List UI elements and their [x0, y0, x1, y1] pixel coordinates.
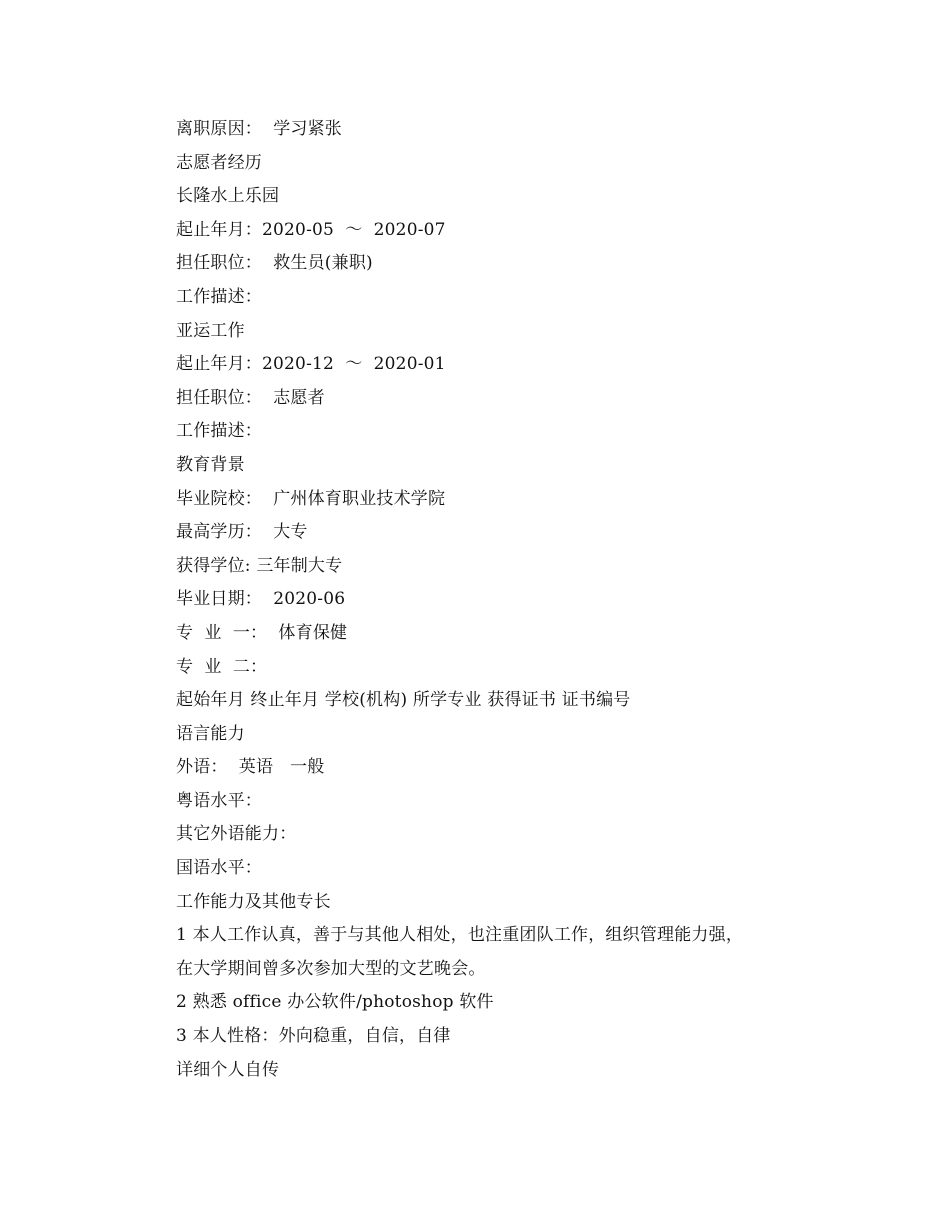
section-heading-education: 教育背景	[176, 454, 245, 475]
volunteer-description-label: 工作描述：	[176, 421, 262, 442]
leave-reason-line: 离职原因： 学习紧张	[176, 119, 343, 139]
education-table-header: 起始年月 终止年月 学校(机构) 所学专业 获得证书 证书编号	[176, 690, 631, 711]
volunteer-org-name: 长隆水上乐园	[176, 186, 280, 207]
volunteer-period: 起止年月：2020-05 ～ 2020-07	[176, 219, 446, 240]
skill-item: 1 本人工作认真，善于与其他人相处，也注重团队工作，组织管理能力强，	[176, 925, 744, 946]
section-heading-language: 语言能力	[176, 723, 245, 744]
resume-body	[176, 113, 816, 1087]
major-one: 专 业 一： 体育保健	[176, 622, 348, 643]
volunteer-position: 担任职位： 救生员(兼职)	[176, 253, 373, 274]
volunteer-period: 起止年月：2020-12 ～ 2020-01	[176, 354, 446, 375]
highest-education: 最高学历： 大专	[176, 522, 308, 543]
section-heading-volunteer-experience: 志愿者经历	[176, 152, 262, 173]
cantonese-level: 粤语水平：	[176, 790, 262, 811]
skill-item: 2 熟悉 office 办公软件/photoshop 软件	[176, 992, 494, 1013]
section-heading-autobiography: 详细个人自传	[176, 1059, 280, 1080]
volunteer-position: 担任职位： 志愿者	[176, 387, 325, 408]
volunteer-org-name: 亚运工作	[176, 320, 245, 341]
mandarin-level: 国语水平：	[176, 858, 262, 879]
degree-obtained: 获得学位: 三年制大专	[176, 555, 343, 576]
graduation-date: 毕业日期： 2020-06	[176, 589, 346, 610]
skill-item-continued: 在大学期间曾多次参加大型的文艺晚会。	[176, 958, 486, 979]
major-two: 专 业 二：	[176, 656, 268, 677]
foreign-language: 外语： 英语 一般	[176, 757, 325, 778]
section-heading-skills: 工作能力及其他专长	[176, 891, 331, 912]
skill-item: 3 本人性格：外向稳重，自信，自律	[176, 1026, 451, 1047]
volunteer-description-label: 工作描述：	[176, 286, 262, 307]
other-languages: 其它外语能力：	[176, 824, 297, 845]
graduated-school: 毕业院校： 广州体育职业技术学院	[176, 488, 446, 509]
